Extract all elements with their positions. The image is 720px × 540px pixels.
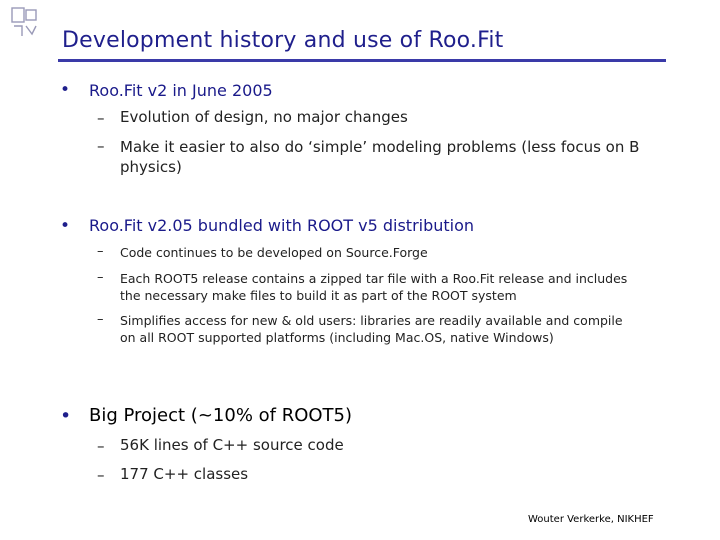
- dash-marker: –: [97, 466, 105, 484]
- slide-title: Development history and use of Roo.Fit: [62, 28, 504, 53]
- bullet-marker: •: [60, 216, 71, 236]
- sub-bullet-text: 177 C++ classes: [120, 465, 249, 483]
- bullet-marker: •: [60, 405, 72, 427]
- sub-bullet-text: Simplifies access for new & old users: libraries are readily available and compile on all ROOT supported platforms (including Mac.OS, native Windows): [120, 313, 623, 345]
- dash-marker: –: [97, 312, 104, 327]
- sub-bullet-text: Code continues to be developed on Source.Forge: [120, 245, 428, 260]
- bullet-text: Roo.Fit v2.05 bundled with ROOT v5 distribution: [89, 216, 475, 235]
- footer-author: Wouter Verkerke, NIKHEF: [528, 514, 654, 525]
- sub-bullet-text: Each ROOT5 release contains a zipped tar file with a Roo.Fit release and includes the necessary make files to build it as part of the ROOT system: [120, 271, 628, 303]
- sub-bullet-text: Make it easier to also do ‘simple’ modeling problems (less focus on B physics): [120, 138, 640, 176]
- bullet-marker: •: [60, 80, 71, 100]
- dash-marker: –: [97, 137, 105, 155]
- bullet-text: Roo.Fit v2 in June 2005: [89, 81, 273, 100]
- sub-bullet-text: Evolution of design, no major changes: [120, 108, 408, 126]
- dash-marker: –: [97, 437, 105, 455]
- nikhef-logo-icon: [10, 6, 40, 40]
- dash-marker: –: [97, 109, 105, 127]
- dash-marker: –: [97, 244, 104, 259]
- dash-marker: –: [97, 270, 104, 285]
- bullet-text: Big Project (~10% of ROOT5): [89, 405, 353, 426]
- sub-bullet-text: 56K lines of C++ source code: [120, 436, 344, 454]
- title-underline: [58, 59, 666, 62]
